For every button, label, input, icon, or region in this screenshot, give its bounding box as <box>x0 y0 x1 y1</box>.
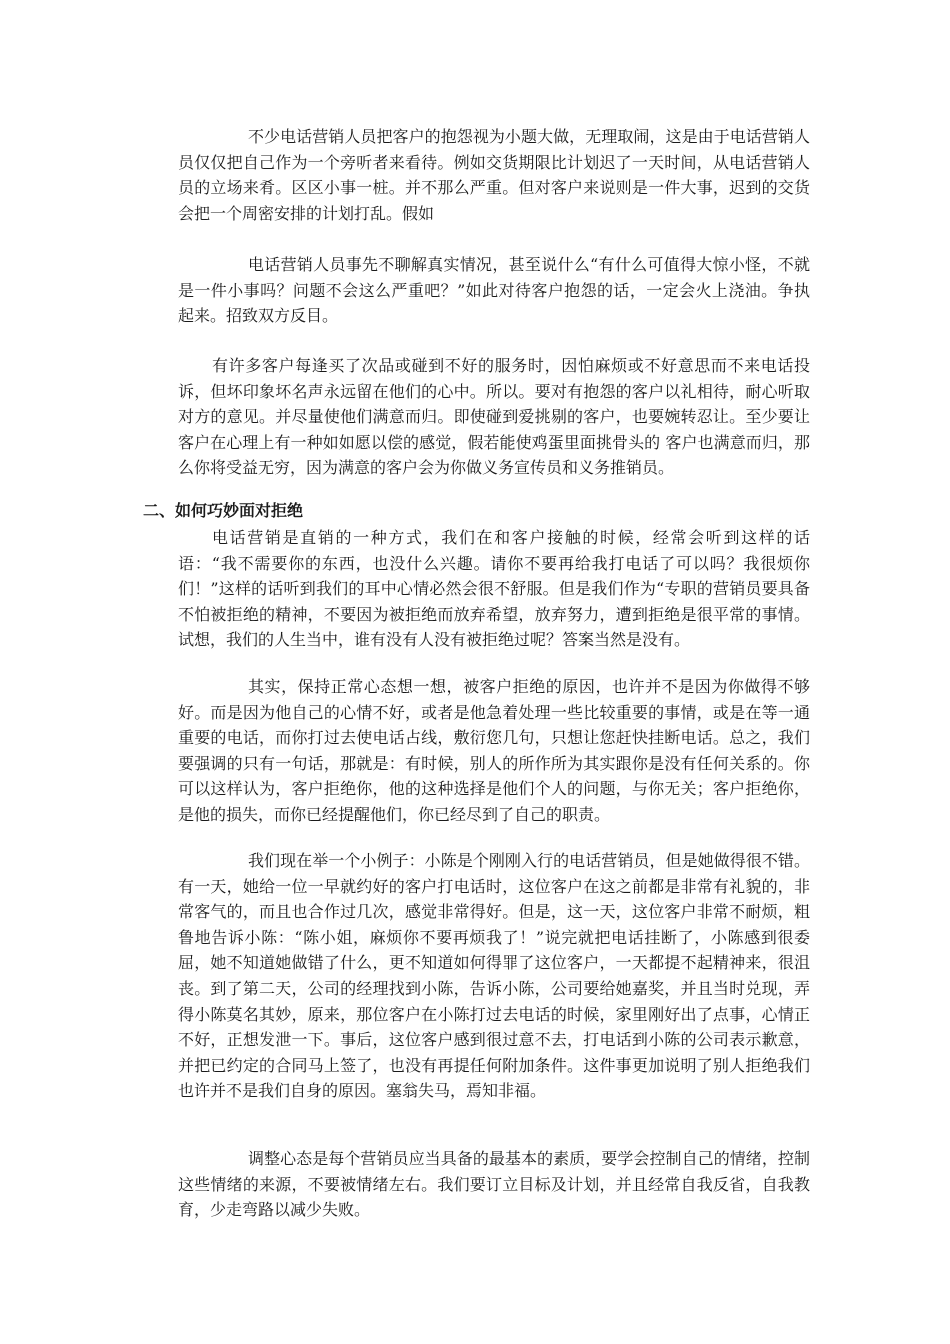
paragraph-rejection-intro: 电话营销是直销的一种方式，我们在和客户接触的时候，经常会听到这样的话语：“我不需要你的东西，也没什么兴趣。请你不要再给我打电话了可以吗？我很烦你们！”这样的话听到我们的耳中心情必然会很不舒服。但是我们作为“专职的营销员要具备不怕被拒绝的精神，不要因为被拒绝而放弃希望，放弃努力，遭到拒绝是很平常的事情。试想，我们的人生当中，谁有没有人没有被拒绝过呢？答案当然是没有。 <box>178 528 810 650</box>
paragraph-complaints-intro: 不少电话营销人员把客户的抱怨视为小题大做，无理取闹，这是由于电话营销人员仅仅把自己作为一个旁听者来看待。例如交货期限比计划迟了一天时间，从电话营销人员的立场来肴。区区小事一桩。并不那么严重。但对客户来说则是一件大事，迟到的交货会把一个周密安排的计划打乱。假如 <box>178 127 810 223</box>
paragraph-rejection-example: 我们现在举一个小例子：小陈是个刚刚入行的电话营销员，但是她做得很不错。有一天，她给一位一早就约好的客户打电话时，这位客户在这之前都是非常有礼貌的，非常客气的，而且也合作过几次，感觉非常得好。但是，这一天，这位客户非常不耐烦，粗鲁地告诉小陈：“陈小姐，麻烦你不要再烦我了！”说完就把电话挂断了，小陈感到很委屈，她不知道她做错了什么，更不知道如何得罪了这位客户，一天都提不起精神来，很沮丧。到了第二天，公司的经理找到小陈，告诉小陈，公司要给她嘉奖，并且当时兑现，弄得小陈莫名其妙，原来，那位客户在小陈打过去电话的时候，家里刚好出了点事，心情正不好，正想发泄一下。事后，这位客户感到很过意不去，打电话到小陈的公司表示歉意，并把已约定的合同马上签了，也没有再提任何附加条件。这件事更加说明了别人拒绝我们也许并不是我们自身的原因。塞翁失马，焉知非福。 <box>178 851 810 1101</box>
paragraph-rejection-mindset: 其实，保持正常心态想一想，被客户拒绝的原因，也许并不是因为你做得不够好。而是因为他自己的心情不好，或者是他急着处理一些比较重要的事情，或是在等一通重要的电话，而你打过去使电话占线，敷衍您几句，只想让您赶快挂断电话。总之，我们要强调的只有一句话，那就是：有时候，别人的所作所为其实跟你是没有任何关系的。你可以这样认为，客户拒绝你，他的这种选择是他们个人的问题，与你无关；客户拒绝你，是他的损失，而你已经提醒他们，你已经尽到了自己的职责。 <box>178 677 810 824</box>
paragraph-rejection-conclusion: 调整心态是每个营销员应当具备的最基本的素质，要学会控制自己的情绪，控制这些情绪的来源，不要被情绪左右。我们要订立目标及计划，并且经常自我反省，自我教育，少走弯路以减少失败。 <box>178 1149 810 1220</box>
paragraph-complaints-handling: 有许多客户每逢买了次品或碰到不好的服务时，因怕麻烦或不好意思而不来电话投诉，但坏印象坏名声永远留在他们的心中。所以。要对有抱怨的客户以礼相待，耐心听取对方的意见。并尽量使他们满意而归。即使碰到爱挑剔的客户，也要婉转忍让。至少要让客户在心理上有一种如如愿以偿的感觉，假若能使鸡蛋里面挑骨头的 客户也满意而归，那么你将受益无穷，因为满意的客户会为你做义务宣传员和义务推销员。 <box>178 356 810 478</box>
section-heading-rejection: 二、如何巧妙面对拒绝 <box>143 501 304 520</box>
paragraph-complaints-reaction: 电话营销人员事先不聊解真实情况，甚至说什么“有什么可值得大惊小怪，不就是一件小事吗？问题不会这么严重吧？”如此对待客户抱怨的话，一定会火上浇油。争执起来。招致双方反目。 <box>178 255 810 326</box>
